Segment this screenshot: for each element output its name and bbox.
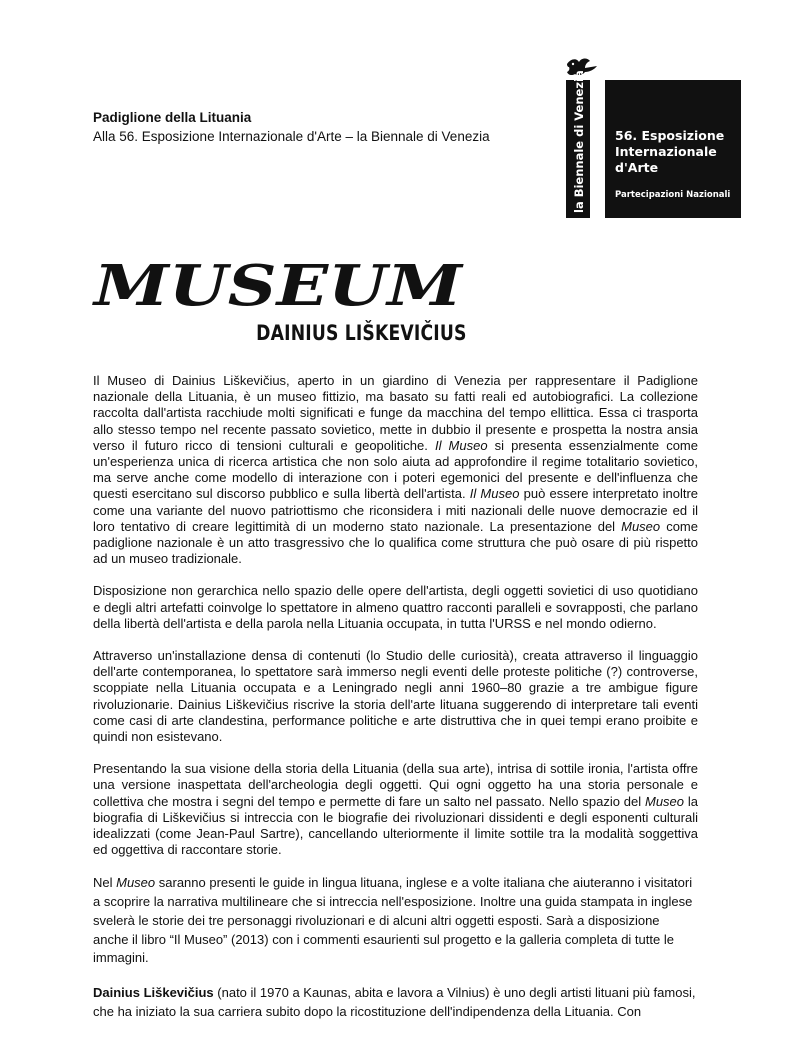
italic-run: Il Museo bbox=[469, 486, 520, 502]
paragraph-3: Attraverso un'installazione densa di contenuti (lo Studio delle curiosità), creata attraverso il linguaggio dell'arte contemporanea, lo spettatore sarà immerso negli eventi delle proteste politiche (?) controverse, scoppiate nella Lituania occupata e a Leningrado negli anni 1960–80 grazie a tre ambigue figure rivoluzionarie. Dainius Liškevičius riscrive la storia dell'arte lituana suggerendo di interpretare tali eventi come casi di arte clandestina, performance politiche e arte distruttiva che in quei tempi erano proibite e quindi non esistevano. bbox=[93, 648, 698, 745]
biennale-logo bbox=[563, 56, 743, 220]
document-subtitle: Alla 56. Esposizione Internazionale d'Arte – la Biennale di Venezia bbox=[93, 129, 490, 144]
biennale-line-4: Partecipazioni Nazionali bbox=[615, 190, 731, 200]
museum-wordmark bbox=[92, 255, 467, 317]
museum-wordmark-text: MUSEUM bbox=[92, 255, 465, 317]
text-run: Nel bbox=[93, 875, 117, 891]
italic-run: Museo bbox=[645, 793, 685, 809]
biennale-line-3: d'Arte bbox=[615, 160, 659, 175]
text-run: saranno presenti le guide in lingua lituana, inglese e a volte italiana che aiuteranno i visitatori a scoprire la narrativa multilineare che si intreccia nell'esposizione. Inoltre una guida stampata in inglese svelerà le storie dei tre personaggi rivoluzionari e di alcuni altri oggetti esposti. Sarà a disposizione anche il libro “Il Museo” (2013) con i commenti esaurienti sul progetto e la galleria completa di tutte le immagini. bbox=[93, 875, 693, 966]
italic-run: Museo bbox=[116, 875, 156, 891]
museum-logo bbox=[92, 255, 467, 350]
text-run: si presenta essenzialmente come un'esperienza unica di ricerca artistica che non solo aiuta ad approfondire il regime totalitario sovietico, ma serve anche come modello di interazione con i poteri egemonici del presente e dell'influenza che questi esercitano sul discorso pubblico e sulla libertà dell'artista. bbox=[93, 437, 698, 502]
document-header bbox=[93, 108, 490, 146]
document-body bbox=[93, 373, 698, 1037]
text-run: (nato il 1970 a Kaunas, abita e lavora a Vilnius) è uno degli artisti lituani più famosi, che ha iniziato la sua carriera subito dopo la ricostituzione dell'indipendenza della Lituania. Con bbox=[93, 985, 696, 1019]
text-run: Presentando la sua visione della storia della Lituania (della sua arte), intrisa di sottile ironia, l'artista offre una versione inaspettata dell'archeologia degli oggetti. Qui ogni oggetto ha una storia personale e collettiva che mostra i segni del tempo e permette di fare un salto nel passato. Nello spazio del bbox=[93, 761, 698, 809]
bold-run: Dainius Liškevičius bbox=[93, 985, 214, 1000]
paragraph-1 bbox=[93, 373, 698, 567]
italic-run: Museo bbox=[621, 518, 661, 534]
biennale-logo-graphic bbox=[563, 56, 743, 220]
biennale-vertical-label: la Biennale di Venezia bbox=[572, 70, 586, 213]
biennale-line-1: 56. Esposizione bbox=[615, 128, 725, 143]
document-title: Padiglione della Lituania bbox=[93, 110, 252, 125]
paragraph-5 bbox=[93, 874, 698, 968]
museum-artist-name: DAINIUS LIŠKEVIČIUS bbox=[256, 321, 467, 345]
paragraph-2: Disposizione non gerarchica nello spazio delle opere dell'artista, degli oggetti sovietici di uso quotidiano e degli altri artefatti coinvolge lo spettatore in almeno quattro racconti paralleli e sovrapposti, che parlano della libertà dell'artista e della parola nella Lituania occupata, in tutta l'URSS e nel mondo odierno. bbox=[93, 583, 698, 631]
paragraph-6 bbox=[93, 984, 698, 1021]
text-run: la biografia di Liškevičius si intreccia con le biografie dei rivoluzionari dissidenti e degli esponenti culturali idealizzati (come Jean-Paul Sartre), cancellando ulteriormente il limite sottile tra la modalità soggettiva ed oggettiva di raccontare storie. bbox=[93, 793, 698, 858]
text-run: può essere interpretato inoltre come una variante del nuovo patriottismo che riconsidera i miti nazionali delle nuove democrazie ed il loro tentativo di creare legittimità di un moderno stato nazionale. La presentazione del bbox=[93, 486, 699, 534]
biennale-line-2: Internazionale bbox=[615, 144, 717, 159]
text-run: come padiglione nazionale è un atto trasgressivo che lo qualifica come struttura che può osare di più rispetto ad un museo tradizionale. bbox=[93, 518, 698, 567]
italic-run: Il Museo bbox=[434, 437, 488, 453]
text-run: Il Museo di Dainius Liškevičius, aperto in un giardino di Venezia per rappresentare il Padiglione nazionale della Lituania, è un museo fittizio, ma basato su fatti reali ed autobiografici. La collezione raccolta dall'artista racchiude molti significati e funge da macchina del tempo ellittica. Essa ci trasporta allo stesso tempo nel recente passato sovietico, mette in dubbio il presente e prospetta la nostra ansia verso il futuro ricco di tensioni culturali e geopolitiche. bbox=[93, 373, 698, 453]
paragraph-4 bbox=[93, 761, 698, 858]
